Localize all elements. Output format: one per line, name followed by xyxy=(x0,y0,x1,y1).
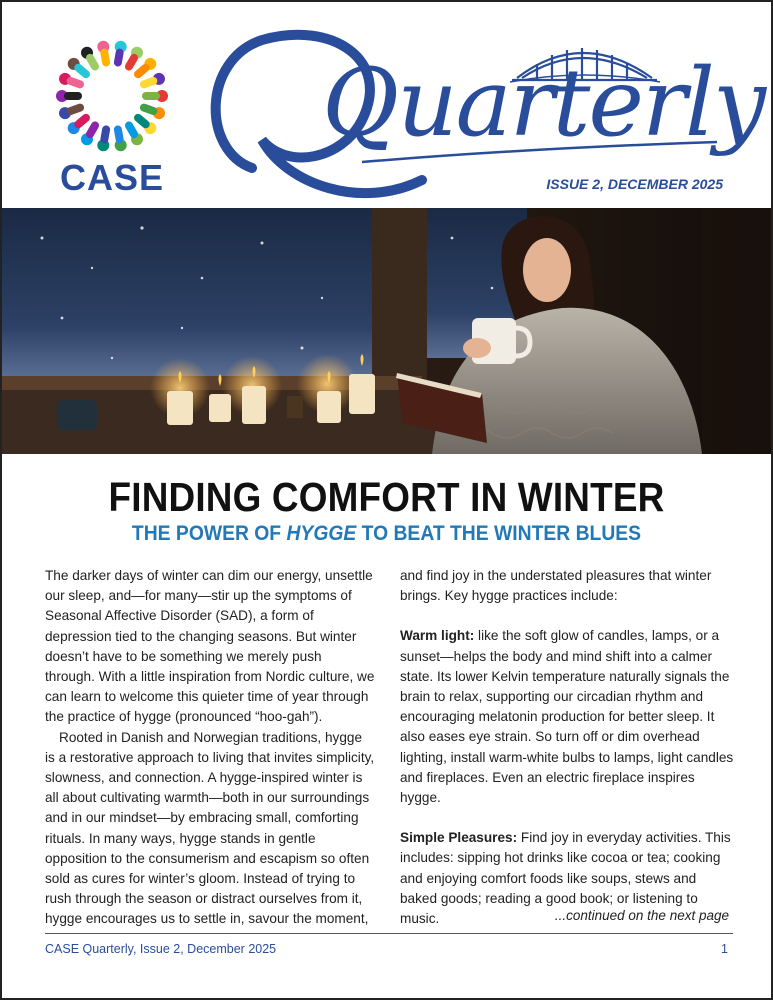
logo-person-body xyxy=(144,108,153,111)
simple-pleasures-text: Find joy in everyday activities. This includes: sipping hot drinks like cocoa or tea; cooking and enjoying comfort foods like soups, stews and baked goods; reading a good book; or listening to music. xyxy=(400,830,731,927)
subhead-post: TO BEAT THE WINTER BLUES xyxy=(356,522,642,545)
subhead-pre: THE POWER OF xyxy=(131,522,287,545)
logo-person-body xyxy=(138,118,146,124)
logo-person-body xyxy=(129,125,134,134)
masthead-title-text: Quarterly xyxy=(322,49,765,158)
logo-person-body xyxy=(138,68,146,74)
simple-pleasures-label: Simple Pleasures: xyxy=(400,830,518,846)
logo-person-body xyxy=(144,81,153,84)
footer-divider xyxy=(45,933,733,934)
article-headline: FINDING COMFORT IN WINTER xyxy=(108,474,665,520)
logo-person-body xyxy=(118,53,120,63)
logo-person-body xyxy=(104,129,106,139)
right-column xyxy=(400,566,734,929)
paragraph-roots: Rooted in Danish and Norwegian traditions, hygge is a restorative approach to living that invites simplicity, slowness, and connection. A hygge-inspired winter is all about cultivating warmth—both in our surroundings and in our mindset—by embracing small, comforting rituals. In many ways, hygge stands in gentle opposition to the consumerism and escapism so often sold as cures for winter’s gloom. Instead of trying to rush through the season or distract ourselves from it, hygge encourages us to settle in, savour the moment, xyxy=(45,729,375,927)
people-ring-logo-icon xyxy=(52,36,172,156)
logo-person-body xyxy=(118,129,120,139)
hero-photo xyxy=(2,208,771,454)
logo-person-body xyxy=(129,58,134,67)
article-subhead xyxy=(31,522,742,546)
logo-person-body xyxy=(71,81,80,84)
logo-person-body xyxy=(90,58,95,67)
subhead-em: HYGGE xyxy=(286,522,357,545)
logo-person-body xyxy=(71,108,80,111)
case-logo xyxy=(48,36,176,196)
logo-person-body xyxy=(90,125,95,134)
paragraph-intro: The darker days of winter can dim our energy, unsettle our sleep, and—for many—stir up the symptoms of Seasonal Affective Disorder (SAD), a form of depression tied to the changing seasons. But winter doesn’t have to be something we merely push through. With a little inspiration from Nordic culture, we can learn to welcome this quieter time of year through the practice of hygge (pronounced “hoo-gah”). xyxy=(45,568,375,725)
masthead-title xyxy=(192,20,765,200)
paragraph-practices-intro: and find joy in the understated pleasures that winter brings. Key hygge practices include: xyxy=(400,568,712,604)
page-number: 1 xyxy=(721,942,728,956)
logo-text: CASE xyxy=(59,157,165,198)
woman-reading-by-candlelit-window-photo-icon xyxy=(2,208,771,454)
logo-person-body xyxy=(104,53,106,63)
paragraph-warm-light xyxy=(400,626,734,808)
warm-light-label: Warm light: xyxy=(400,628,475,644)
issue-line: ISSUE 2, DECEMBER 2025 xyxy=(546,176,723,192)
warm-light-text: like the soft glow of candles, lamps, or a sunset—helps the body and mind shift into a calmer state. Its lower Kelvin temperature naturally signals the brain to relax, supporting our circadian rhythm and encouraging melatonin production for better sleep. It also eases eye strain. So turn off or dim overhead lighting, install warm-white bulbs to lamps, light candles and fireplaces. Even an electric fireplace inspires hygge. xyxy=(400,628,734,806)
continued-note: ...continued on the next page xyxy=(554,908,729,923)
left-column xyxy=(45,566,375,930)
logo-person-body xyxy=(78,118,86,124)
logo-person-body xyxy=(78,68,86,74)
footer-publication: CASE Quarterly, Issue 2, December 2025 xyxy=(45,942,277,956)
